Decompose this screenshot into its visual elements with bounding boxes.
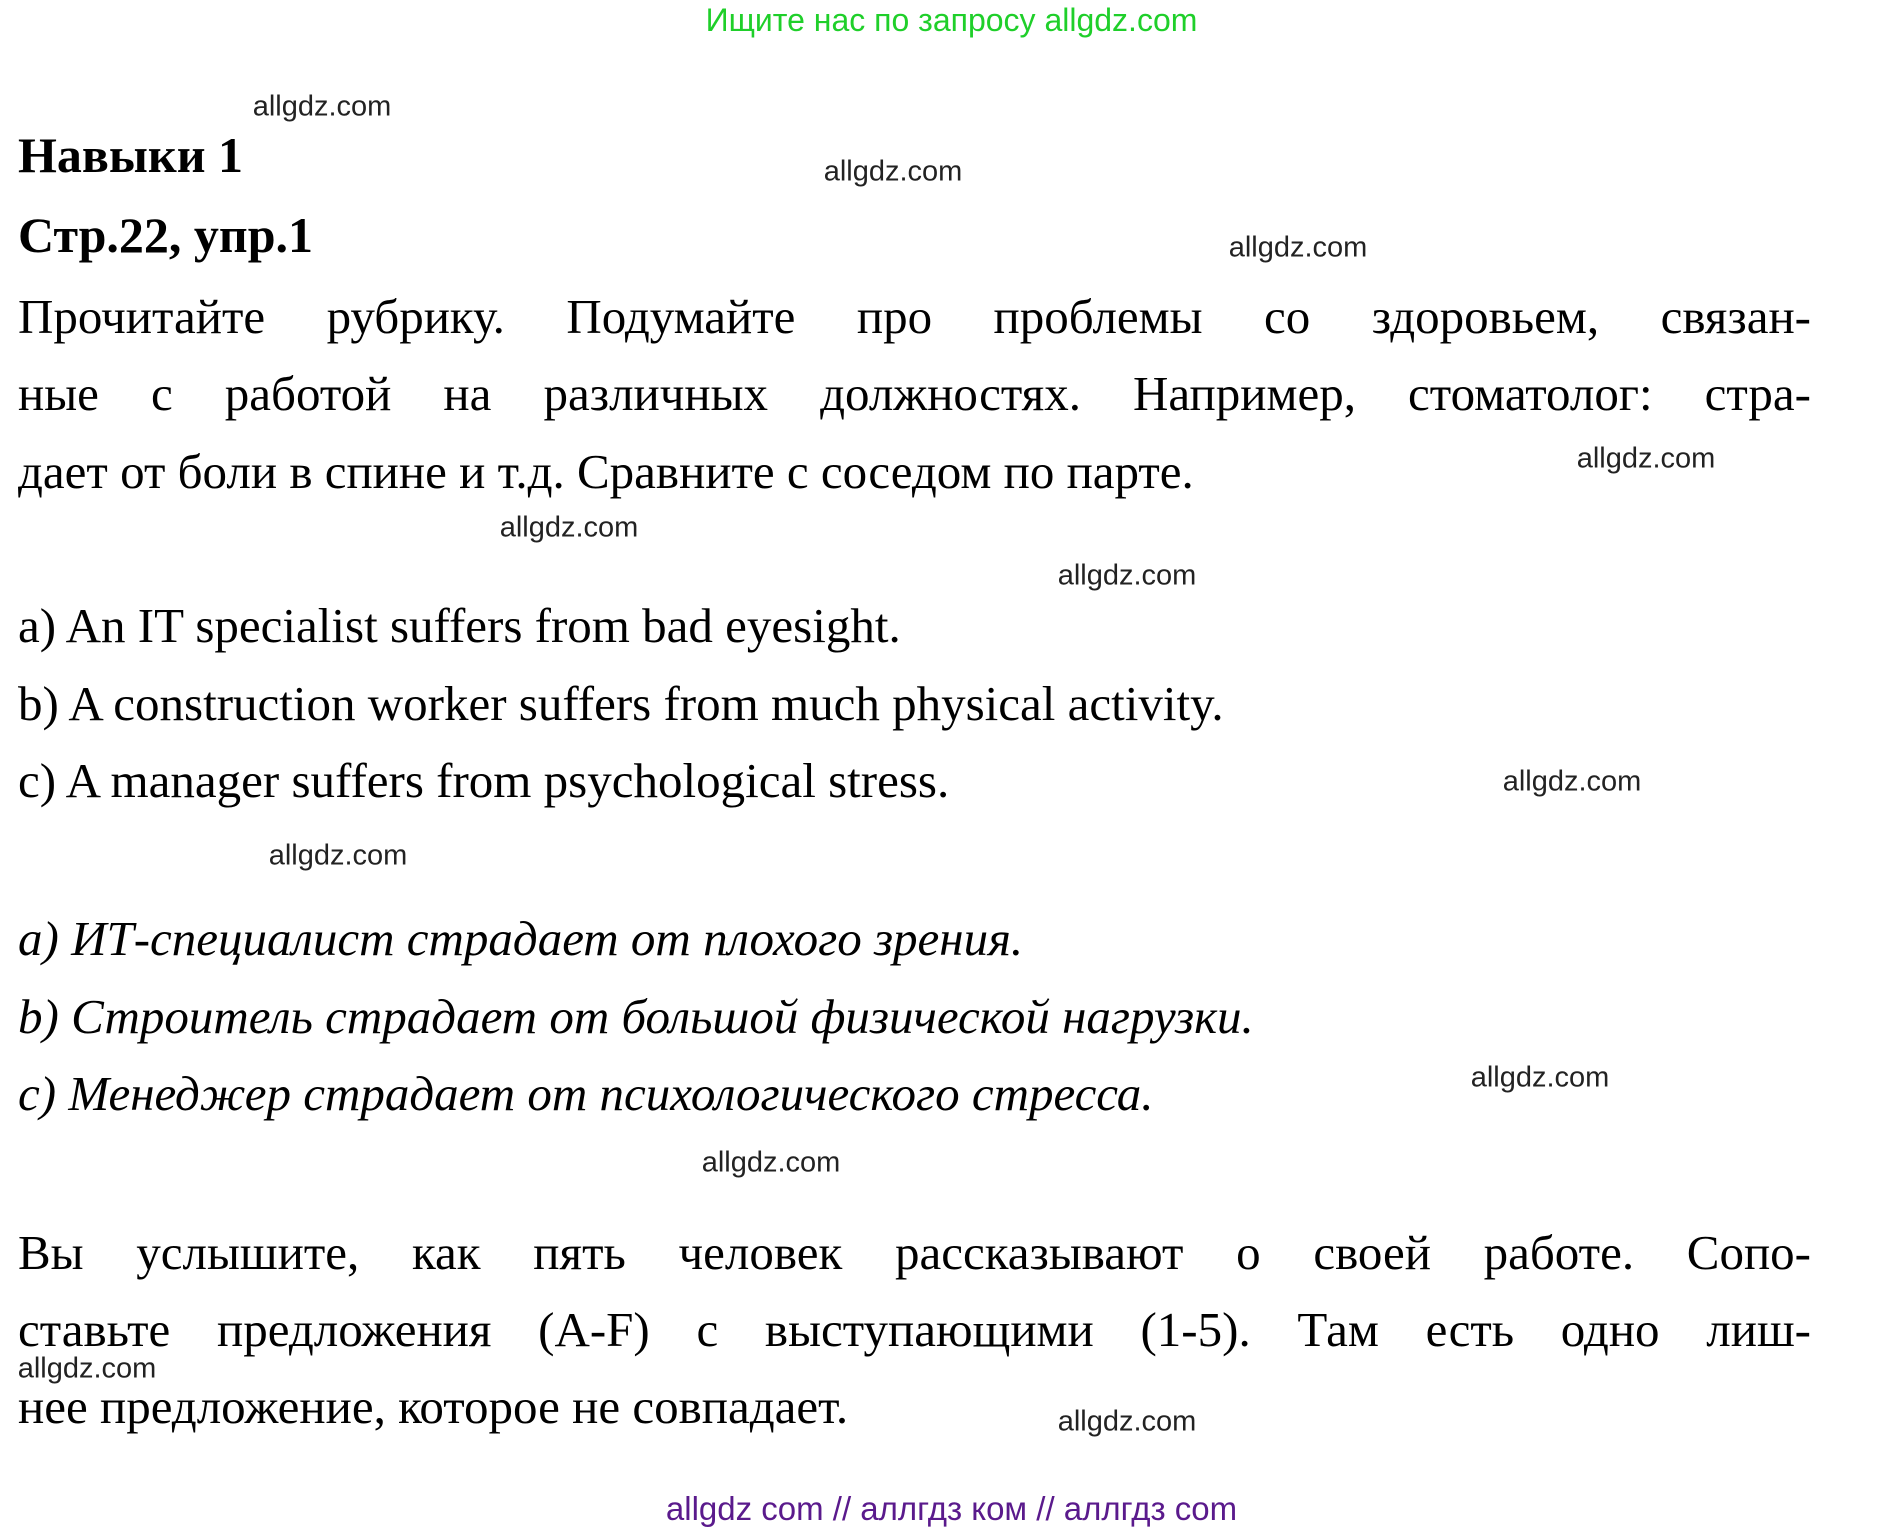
- watermark: allgdz.com: [701, 1146, 841, 1179]
- watermark: allgdz.com: [1576, 442, 1716, 475]
- watermark: allgdz.com: [1228, 231, 1368, 264]
- next-task-line: ставьте предложения (A-F) с выступающими (1-5). Там есть одно лиш-: [18, 1302, 1811, 1357]
- instruction-line: Прочитайте рубрику. Подумайте про проблемы со здоровьем, связан-: [18, 289, 1811, 344]
- answer-en: b) A construction worker suffers from much physical activity.: [18, 676, 1224, 731]
- instruction-line: дает от боли в спине и т.д. Сравните с соседом по парте.: [18, 444, 1194, 499]
- footer-links[interactable]: allgdz com // аллгдз ком // аллгдз com: [665, 1490, 1238, 1527]
- watermark: allgdz.com: [1057, 559, 1197, 592]
- answer-en: a) An IT specialist suffers from bad eyesight.: [18, 598, 901, 653]
- watermark: allgdz.com: [823, 155, 963, 188]
- watermark: allgdz.com: [268, 839, 408, 872]
- answer-en: c) A manager suffers from psychological stress.: [18, 753, 950, 808]
- answer-ru: a) ИТ-специалист страдает от плохого зрения.: [18, 911, 1024, 966]
- watermark: allgdz.com: [252, 90, 392, 123]
- watermark: allgdz.com: [17, 1352, 157, 1385]
- answer-ru: c) Менеджер страдает от психологического стресса.: [18, 1066, 1154, 1121]
- next-task-line: нее предложение, которое не совпадает.: [18, 1379, 849, 1434]
- exercise-reference: Стр.22, упр.1: [18, 207, 314, 263]
- instruction-line: ные с работой на различных должностях. Например, стоматолог: стра-: [18, 366, 1811, 421]
- watermark: allgdz.com: [1470, 1061, 1610, 1094]
- watermark: allgdz.com: [499, 511, 639, 544]
- next-task-line: Вы услышите, как пять человек рассказывают о своей работе. Сопо-: [18, 1225, 1811, 1280]
- watermark: allgdz.com: [1502, 765, 1642, 798]
- page-title: Навыки 1: [18, 127, 244, 183]
- top-banner-link[interactable]: Ищите нас по запросу allgdz.com: [705, 2, 1198, 38]
- answer-ru: b) Строитель страдает от большой физической нагрузки.: [18, 989, 1254, 1044]
- watermark: allgdz.com: [1057, 1405, 1197, 1438]
